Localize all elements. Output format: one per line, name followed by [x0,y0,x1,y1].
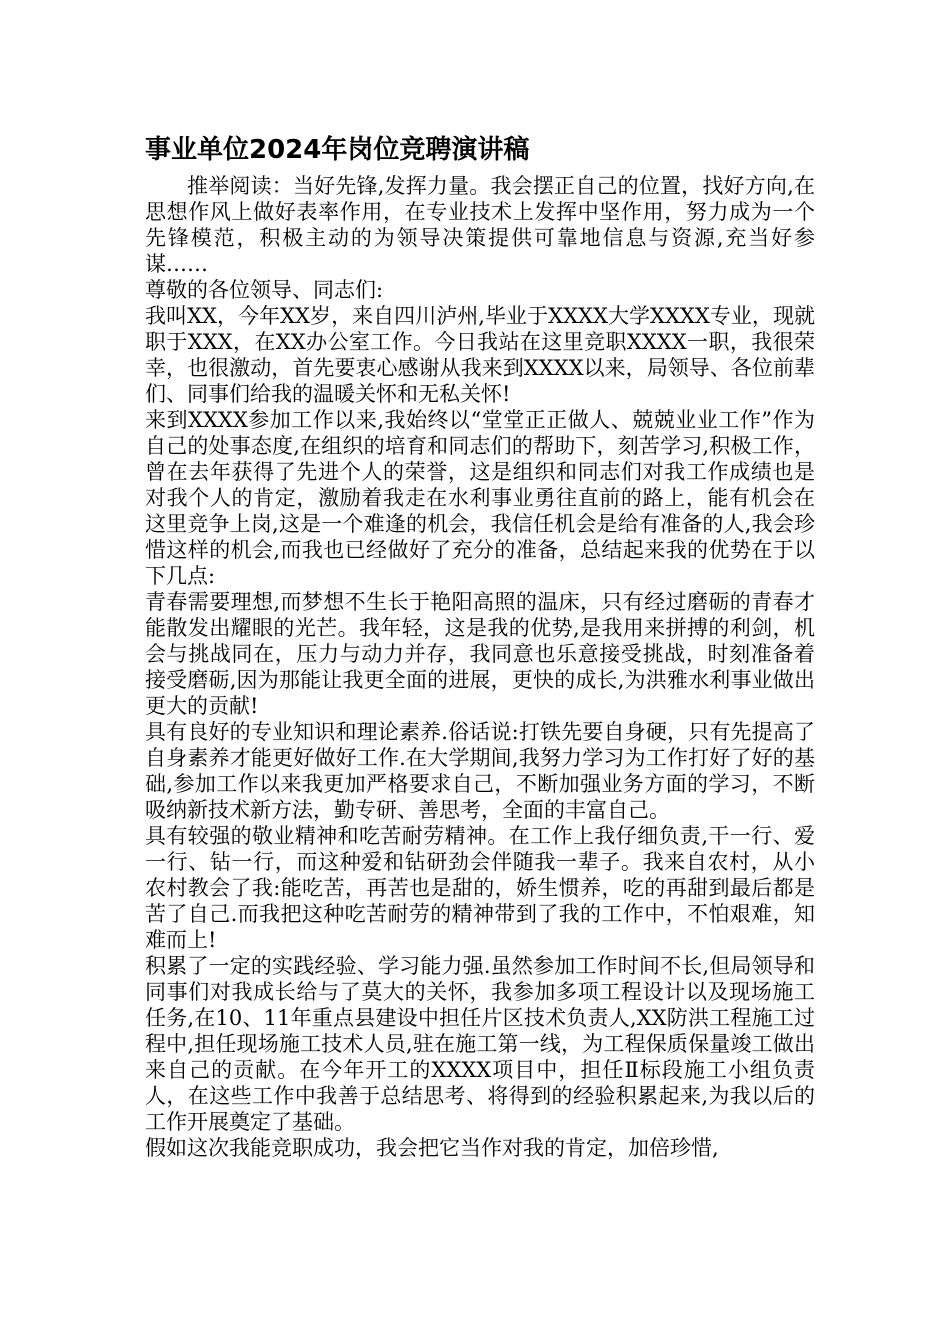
paragraph-work-attitude: 来到XXXX参加工作以来,我始终以“堂堂正正做人、兢兢业业工作”作为自己的处事态度,在组织的培育和同志们的帮助下，刻苦学习,积极工作，曾在去年获得了先进个人的荣誉，这是组织和同志们对我工作成绩也是对我个人的肯定，激励着我走在水利事业勇往直前的路上，能有机会在这里竞争上岗,这是一个难逢的机会，我信任机会是给有准备的人,我会珍惜这样的机会,而我也已经做好了充分的准备，总结起来我的优势在于以下几点: [145,408,815,588]
paragraph-knowledge: 具有良好的专业知识和理论素养.俗话说:打铁先要自身硬，只有先提高了自身素养才能更好做好工作.在大学期间,我努力学习为工作打好了好的基础,参加工作以来我更加严格要求自己，不断加强业务方面的学习，不断吸纳新技术新方法，勤专研、善思考，全面的丰富自己。 [145,720,815,822]
document-title: 事业单位2024年岗位竞聘演讲稿 [145,135,530,165]
recommended-reading: 推举阅读：当好先锋,发挥力量。我会摆正自己的位置，找好方向,在思想作风上做好表率作用，在专业技术上发挥中坚作用，努力成为一个先锋模范，积极主动的为领导决策提供可靠地信息与资源,充当好参谋…… [145,174,815,276]
paragraph-closing: 假如这次我能竞职成功，我会把它当作对我的肯定，加倍珍惜, [145,1136,719,1160]
paragraph-experience: 积累了一定的实践经验、学习能力强.虽然参加工作时间不长,但局领导和同事们对我成长给与了莫大的关怀，我参加多项工程设计以及现场施工任务,在10、11年重点县建设中担任片区技术负责人,XX防洪工程施工过程中,担任现场施工技术人员,驻在施工第一线，为工程保质保量竣工做出来自己的贡献。在今年开工的XXXX项目中，担任Ⅱ标段施工小组负责人，在这些工作中我善于总结思考、将得到的经验积累起来,为我以后的工作开展奠定了基础。 [145,954,815,1134]
paragraph-youth: 青春需要理想,而梦想不生长于艳阳高照的温床，只有经过磨砺的青春才能散发出耀眼的光芒。我年轻，这是我的优势,是我用来拼搏的利剑，机会与挑战同在，压力与动力并存，我同意也乐意接受挑战，时刻准备着接受磨砺,因为那能让我更全面的进展，更快的成长,为洪雅水利事业做出更大的贡献! [145,590,815,718]
document-page [145,130,815,1161]
paragraph-intro: 我叫XX，今年XX岁，来自四川泸州,毕业于XXXX大学XXXX专业，现就职于XXX，在XX办公室工作。今日我站在这里竞职XXXX一职，我很荣幸，也很激动，首先要衷心感谢从我来到XXXX以来，局领导、各位前辈们、同事们给我的温暖关怀和无私关怀! [145,304,815,406]
paragraph-dedication: 具有较强的敬业精神和吃苦耐劳精神。在工作上我仔细负责,干一行、爱一行、钻一行，而这种爱和钻研劲会伴随我一辈子。我来自农村，从小农村教会了我:能吃苦，再苦也是甜的，娇生惯养，吃的再甜到最后都是苦了自己.而我把这种吃苦耐劳的精神带到了我的工作中，不怕艰难，知难而上! [145,824,815,952]
greeting: 尊敬的各位领导、同志们: [145,278,384,302]
